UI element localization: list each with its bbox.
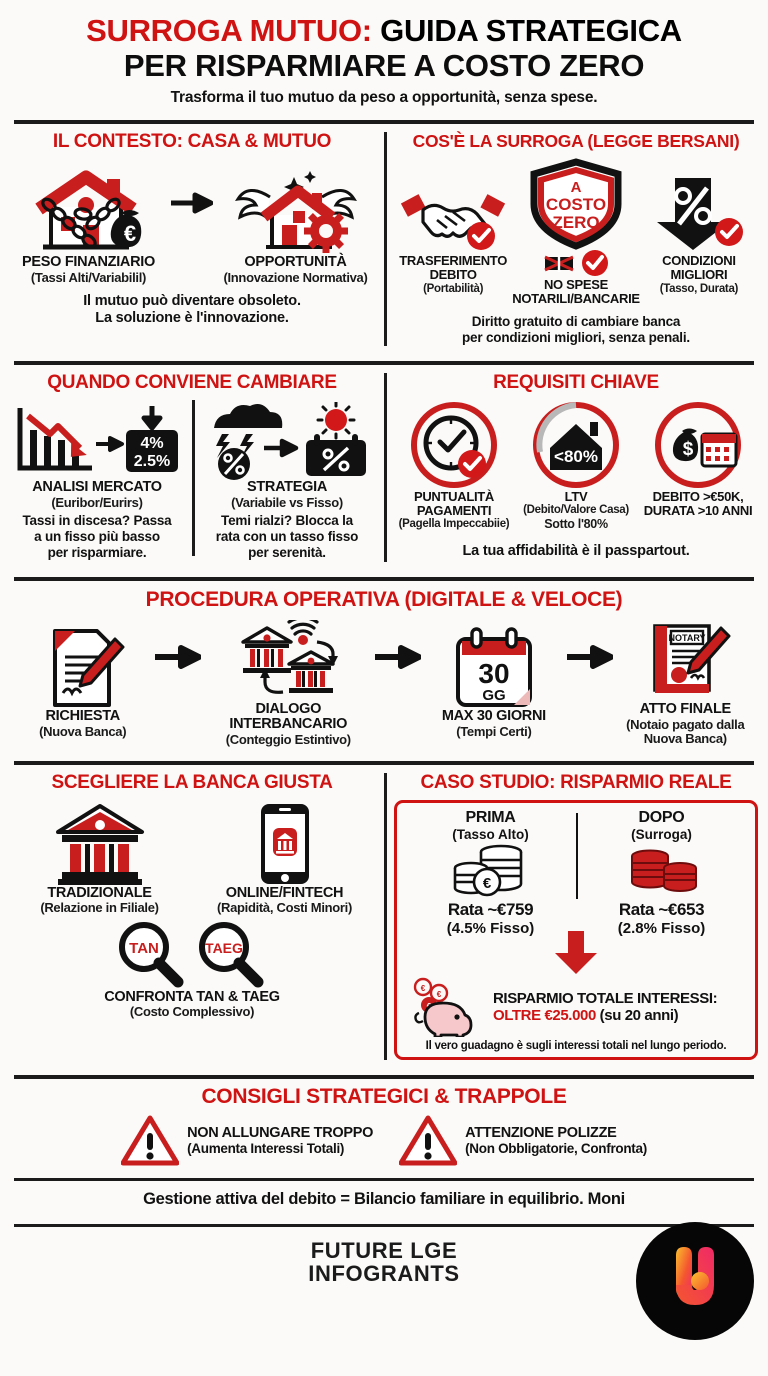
magnifier-taeg-text: TAEG [205,939,243,956]
consigli-tip-polizze [399,1115,647,1167]
crossed-stamp-icon [542,252,576,274]
case-vertical-divider [576,813,578,899]
context-peso-sublabel: (Tassi Alti/Variabilil) [30,270,147,286]
context-note-line1: Il mutuo può diventare obsoleto. [83,292,301,309]
arrow-right-icon [155,645,201,720]
consigli-allungare-sublabel: (Aumenta Interessi Totali) [187,1141,345,1156]
coins-stack-red-icon [576,842,747,900]
calendar-unit: GG [482,687,506,705]
two-banks-wifi-icon [203,618,373,702]
title-black-part: GUIDA STRATEGICA [371,13,682,48]
notary-stamp-text: NOTARY [668,633,706,644]
magnifier-tan-icon [112,920,186,990]
band-context-surroga [0,124,768,353]
context-peso-label: PESO FINANZIARIO [22,254,155,271]
declining-chart-icon [10,400,184,480]
magnifier-tan-text: TAN [129,939,159,957]
rate-badge-bottom: 2.5% [133,452,171,470]
procedura-30giorni-label: MAX 30 GIORNI [441,708,546,725]
panel-requisiti-title: REQUISITI CHIAVE [493,371,659,393]
banca-compare-block [10,920,374,1020]
bank-building-icon [10,800,189,886]
panel-procedura-title: PROCEDURA OPERATIVA (DIGITALE & VELOCE) [145,587,623,611]
requisiti-ltv-sublabel2: Sotto l'80% [544,516,608,531]
case-after-rate: Rata ~€653 [618,899,705,919]
case-before-sub: (Tasso Alto) [452,826,529,842]
panel-caso [384,765,768,1068]
context-item-peso [10,159,167,285]
procedura-30giorni-sublabel: (Tempi Certi) [456,724,532,740]
surroga-item-trasferimento [394,158,512,295]
procedura-step-atto [615,618,756,747]
banca-item-online [195,800,374,916]
house-ltv-gauge-icon [516,400,636,490]
banca-compare-label: CONFRONTA TAN & TAEG [104,988,280,1005]
case-savings-suffix: (su 20 anni) [595,1006,679,1024]
surroga-note-line2: per condizioni migliori, senza penali. [462,329,690,345]
requisiti-item-debito [638,400,758,518]
requisiti-ltv-sublabel: (Debito/Valore Casa) [523,503,629,516]
requisiti-debito-label2: DURATA >10 ANNI [643,502,753,518]
consigli-allungare-label: NON ALLUNGARE TROPPO [187,1125,374,1141]
banca-online-label: ONLINE/FINTECH [225,884,344,901]
chained-house-with-money-bag-icon [10,159,167,255]
quando-strategia-label: STRATEGIA [246,478,327,495]
surroga-note-line1: Diritto gratuito di cambiare banca [471,313,681,329]
consigli-polizze-sublabel: (Non Obbligatorie, Confronta) [465,1141,647,1156]
calendar-number: 30 [478,658,510,690]
page-header [0,0,768,113]
note-l2: a un fisso più basso [34,529,160,545]
rate-badge-top: 4% [140,434,164,452]
banca-tradizionale-sublabel: (Relazione in Filiale) [40,900,159,916]
procedura-richiesta-sublabel: (Nuova Banca) [39,724,127,740]
surroga-condizioni-label2: MIGLIORI [670,267,728,283]
piggy-bank-icon [405,977,487,1037]
panel-banca-title: SCEGLIERE LA BANCA GIUSTA [51,771,333,793]
svg-text:€: € [436,989,442,999]
quando-analisi-sublabel: (Euribor/Eurirs) [51,494,143,510]
warning-triangle-icon [121,1115,179,1167]
notary-deed-pen-icon [615,618,756,702]
requisiti-puntualita-label1: PUNTUALITÀ [413,488,495,504]
procedura-step-30giorni [423,625,564,739]
banca-tradizionale-label: TRADIZIONALE [47,884,152,901]
svg-text:€: € [420,983,426,993]
case-after-heading: DOPO [638,808,685,826]
case-before-detail: (4.5% Fisso) [446,919,535,937]
banca-item-tradizionale [10,800,189,916]
context-item-opportunita [217,159,374,285]
quando-item-strategia [192,400,374,562]
panel-contesto-title: IL CONTESTO: CASA & MUTUO [52,131,332,153]
magnifier-taeg-icon [190,920,272,990]
banca-compare-sublabel: (Costo Complessivo) [129,1004,255,1020]
quando-item-analisi [10,400,192,562]
smartphone-bank-app-icon [195,800,374,886]
case-before [405,809,576,937]
money-bag-calendar-icon [638,400,758,490]
case-savings-line2 [493,1007,717,1024]
note-l2: rata con un tasso fisso [215,529,359,545]
panel-contesto [0,124,384,353]
banca-online-sublabel: (Rapidità, Costi Minori) [216,900,353,916]
surroga-trasferimento-label1: TRASFERIMENTO [399,253,508,269]
page-subtitle: Trasforma il tuo mutuo da peso a opportunità, senza spese. [170,89,598,107]
case-savings-highlight: OLTRE €25.000 [493,1006,596,1024]
case-before-heading: PRIMA [465,808,516,826]
shield-a-costo-zero-icon [512,158,640,254]
footer-brand-line2: INFOGRANTS [308,1260,460,1286]
case-savings-line1: RISPARMIO TOTALE INTERESSI: [493,989,718,1007]
surroga-condizioni-sublabel: (Tasso, Durata) [659,282,739,295]
consigli-polizze-label: ATTENZIONE POLIZZE [465,1125,617,1141]
title-red-part: SURROGA MUTUO: [86,13,372,48]
requisiti-note: La tua affidabilità è il passpartout. [462,542,690,559]
winged-house-with-gear-icon [217,159,374,255]
case-before-rate: Rata ~€759 [447,899,534,919]
procedura-atto-sublabel: (Notaio pagato dalla [626,716,745,732]
handshake-icon [394,158,512,254]
case-after-sub: (Surroga) [631,826,692,842]
case-savings [405,977,747,1037]
case-study-box [394,800,758,1060]
future-lge-logo-icon [636,1222,754,1340]
svg-text:€: € [123,221,136,247]
note-l1: Temi rialzi? Blocca la [221,513,353,529]
surroga-nospese-label1: NO SPESE [543,277,609,293]
arrow-right-icon [375,645,421,720]
check-badge-icon [580,248,610,278]
storm-to-sun-icon [200,400,374,480]
surroga-trasferimento-sublabel: (Portabilità) [423,282,484,295]
surroga-item-condizioni [640,158,758,295]
case-comparison [405,809,747,937]
surroga-condizioni-label1: CONDIZIONI [662,253,736,269]
consigli-tips [12,1115,756,1167]
note-l3: per serenità. [248,545,326,561]
panel-surroga-title: COS'È LA SURROGA (LEGGE BERSANI) [412,131,740,152]
case-footnote: Il vero guadagno è sugli interessi totali nel lungo periodo. [425,1039,727,1052]
surroga-item-nospese [512,158,640,306]
panel-caso-title: CASO STUDIO: RISPARMIO REALE [420,771,732,793]
percent-down-arrow-icon [640,158,758,254]
procedura-dialogo-label: DIALOGO INTERBANCARIO [229,700,348,733]
procedura-steps [12,618,756,748]
context-note-line2: La soluzione è l'innovazione. [95,310,289,327]
surroga-nospese-label2: NOTARILI/BANCARIE [512,291,640,307]
case-after-detail: (2.8% Fisso) [617,919,706,937]
band-banca-caso [0,765,768,1068]
case-after [576,809,747,937]
panel-banca [0,765,384,1068]
note-l1: Tassi in discesa? Passa [22,513,172,529]
quando-strategia-note [200,513,374,562]
procedura-richiesta-label: RICHIESTA [45,708,120,725]
panel-quando-title: QUANDO CONVIENE CAMBIARE [47,371,337,393]
surroga-note [394,314,758,346]
procedura-dialogo-sublabel: (Conteggio Estintivo) [225,731,351,747]
warning-triangle-icon [399,1115,457,1167]
quando-strategia-sublabel: (Variabile vs Fisso) [231,494,343,510]
procedura-step-dialogo [203,618,373,748]
procedura-atto-sublabel2: Nuova Banca) [643,731,727,747]
ltv-badge: <80% [554,446,598,466]
panel-consigli [0,1079,768,1171]
requisiti-puntualita-label2: PAGAMENTI [416,502,492,518]
document-pen-icon [12,625,153,709]
clock-check-icon [394,400,514,490]
band-quando-requisiti [0,365,768,570]
calendar-30gg-icon [423,625,564,709]
procedura-atto-label: ATTO FINALE [639,701,731,718]
consigli-tip-allungare [121,1115,373,1167]
arrow-right-icon [171,192,213,253]
shield-text-a: A [570,179,582,197]
context-opportunita-sublabel: (Innovazione Normativa) [223,270,368,286]
inner-divider [192,400,195,556]
requisiti-debito-label1: DEBITO >€50K, [652,488,744,504]
context-note [10,293,374,328]
surroga-trasferimento-label2: DEBITO [429,267,477,283]
panel-quando [0,365,384,570]
panel-consigli-title: CONSIGLI STRATEGICI & TRAPPOLE [201,1084,567,1108]
svg-text:€: € [482,874,491,892]
requisiti-ltv-label1: LTV [564,488,588,504]
panel-surroga [384,124,768,353]
closing-statement: Gestione attiva del debito = Bilancio familiare in equilibrio. Moni [143,1189,625,1208]
svg-text:$: $ [682,438,694,460]
panel-requisiti [384,365,768,570]
requisiti-item-puntualita [394,400,514,531]
shield-text-zero: ZERO [552,213,600,233]
page-title-line1 [18,14,750,49]
requisiti-puntualita-sublabel: (Pagella Impeccabiie) [398,517,510,530]
panel-procedura [0,581,768,754]
coins-stack-black-icon [405,842,576,900]
footer-brand-line1: FUTURE LGE [310,1237,458,1263]
quando-analisi-label: ANALISI MERCATO [32,478,162,495]
arrow-down-red-icon [405,931,747,975]
page-title-line2: PER RISPARMIARE A COSTO ZERO [123,47,645,83]
note-l3: per risparmiare. [47,545,147,561]
shield-text-costo: COSTO [545,195,607,215]
arrow-right-icon [567,645,613,720]
requisiti-item-ltv [516,400,636,531]
procedura-step-richiesta [12,625,153,739]
quando-analisi-note [10,513,184,562]
context-opportunita-label: OPPORTUNITÀ [244,254,347,271]
